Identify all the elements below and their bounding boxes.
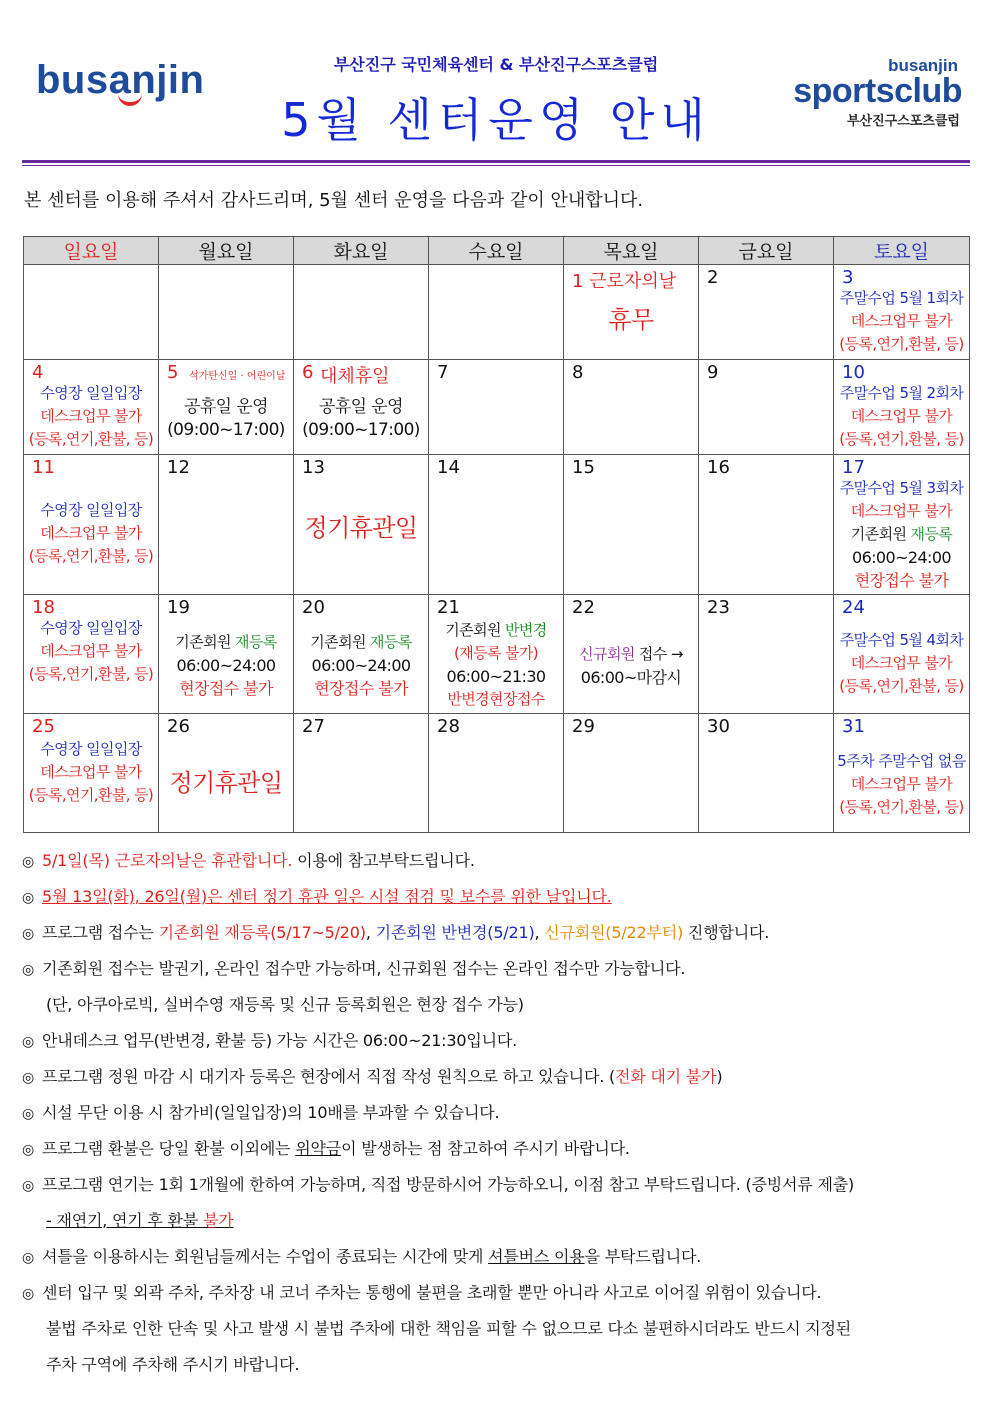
class-change-note xyxy=(429,619,563,642)
day-number: 11 xyxy=(32,457,55,478)
weekday-sun: 일요일 xyxy=(24,237,159,265)
day-number: 28 xyxy=(437,716,460,737)
note-text: 프로그램 정원 마감 시 대기자 등록은 현장에서 직접 작성 원칙으로 하고 있습니다. ( xyxy=(42,1067,616,1086)
intro-text: 본 센터를 이용해 주셔서 감사드리며, 5월 센터 운영을 다음과 같이 안내합니다. xyxy=(24,190,644,211)
day-cell-17 xyxy=(834,455,970,595)
weekday-fri: 금요일 xyxy=(699,237,834,265)
weekend-class-note: 주말수업 5월 1회차 xyxy=(839,289,964,307)
day-number: 2 xyxy=(707,267,719,288)
day-number: 19 xyxy=(167,597,190,618)
note-underline: 셔틀버스 이용 xyxy=(488,1247,585,1266)
note-item xyxy=(22,1064,722,1087)
logo-main-text: sportsclub xyxy=(793,72,962,110)
pool-entry-note: 수영장 일일입장 xyxy=(40,384,142,402)
bullet-icon: ◎ xyxy=(22,1034,35,1050)
day-cell-23 xyxy=(699,595,834,714)
note-item xyxy=(22,1172,854,1195)
member-type: 기존회원 xyxy=(850,525,907,543)
re-registration-note xyxy=(294,631,428,654)
note-item xyxy=(22,848,475,871)
new-member-note xyxy=(564,643,698,666)
day-cell-empty xyxy=(429,265,564,360)
note-text: 시설 무단 이용 시 참가비(일일입장)의 10배를 부과할 수 있습니다. xyxy=(42,1103,500,1122)
calendar-table xyxy=(23,236,970,833)
no-re-registration-note: (재등록 불가) xyxy=(453,644,539,662)
day-number: 22 xyxy=(572,597,595,618)
weekend-class-note: 주말수업 5월 3회차 xyxy=(839,479,964,497)
note-text: ) xyxy=(716,1067,723,1086)
day-number: 6 xyxy=(302,362,314,383)
page-subtitle: 부산진구 국민체육센터 & 부산진구스포츠클럽 xyxy=(333,55,659,74)
desk-closed-detail: (등록,연기,환불, 등) xyxy=(839,335,964,353)
note-item xyxy=(22,1028,517,1051)
note-text: - 재연기, 연기 후 환불 xyxy=(46,1211,203,1230)
day-cell-30 xyxy=(699,714,834,833)
desk-closed-note: 데스크업무 불가 xyxy=(850,654,953,672)
holiday-name: 대체휴일 xyxy=(320,366,390,387)
desk-closed-note: 데스크업무 불가 xyxy=(40,763,142,781)
page-title: 5월 센터운영 안내 xyxy=(281,93,711,147)
day-cell-24 xyxy=(834,595,970,714)
registration-hours: 06:00~24:00 xyxy=(851,548,952,567)
day-cell-6 xyxy=(294,360,429,455)
day-cell-empty xyxy=(294,265,429,360)
regular-closure-label: 정기휴관일 xyxy=(169,769,283,797)
day-number: 17 xyxy=(842,457,865,478)
bullet-icon: ◎ xyxy=(22,1178,35,1194)
logo-top-text: busanjin xyxy=(888,56,958,75)
desk-closed-detail: (등록,연기,환불, 등) xyxy=(28,430,154,448)
note-item xyxy=(22,884,612,907)
day-number: 31 xyxy=(842,716,865,737)
weekday-header-row xyxy=(24,237,970,265)
day-number: 18 xyxy=(32,597,55,618)
desk-closed-detail: (등록,연기,환불, 등) xyxy=(28,665,154,683)
registration-arrow-text: 접수 → xyxy=(638,645,683,663)
day-number: 21 xyxy=(437,597,460,618)
day-number: 3 xyxy=(842,267,854,288)
class-change-label: 반변경 xyxy=(505,621,547,639)
day-number: 16 xyxy=(707,457,730,478)
day-cell-5 xyxy=(159,360,294,455)
day-number: 29 xyxy=(572,716,595,737)
re-registration-note xyxy=(834,523,969,546)
day-number: 25 xyxy=(32,716,55,737)
bullet-icon: ◎ xyxy=(22,854,35,870)
weekday-sat: 토요일 xyxy=(834,237,970,265)
no-weekend-class-note: 5주차 주말수업 없음 xyxy=(837,752,966,770)
note-item xyxy=(22,920,769,943)
re-registration-label: 재등록 xyxy=(910,525,953,543)
new-member-label: 신규회원 xyxy=(579,645,635,663)
regular-closure-label: 정기휴관일 xyxy=(304,514,418,542)
day-cell-18 xyxy=(24,595,159,714)
bullet-icon: ◎ xyxy=(22,1286,35,1302)
note-subline: (단, 아쿠아로빅, 실버수영 재등록 및 신규 등록회원은 현장 접수 가능) xyxy=(46,995,524,1014)
day-cell-25 xyxy=(24,714,159,833)
desk-closed-detail: (등록,연기,환불, 등) xyxy=(839,677,964,695)
day-cell-15 xyxy=(564,455,699,595)
day-cell-4 xyxy=(24,360,159,455)
header-divider-thin xyxy=(22,165,970,166)
note-item xyxy=(22,956,685,979)
day-number: 26 xyxy=(167,716,190,737)
bullet-icon: ◎ xyxy=(22,1070,35,1086)
calendar-week-row xyxy=(24,360,970,455)
day-cell-19 xyxy=(159,595,294,714)
note-text: 셔틀을 이용하시는 회원님들께서는 수업이 종료되는 시간에 맞게 xyxy=(42,1247,489,1266)
day-cell-11 xyxy=(24,455,159,595)
new-member-hours: 06:00~마감시 xyxy=(580,668,682,687)
day-number: 20 xyxy=(302,597,325,618)
calendar-week-row xyxy=(24,455,970,595)
bullet-icon: ◎ xyxy=(22,1142,35,1158)
day-number: 4 xyxy=(32,362,44,383)
day-number: 12 xyxy=(167,457,190,478)
desk-closed-note: 데스크업무 불가 xyxy=(850,312,953,330)
desk-closed-detail: (등록,연기,환불, 등) xyxy=(28,547,154,565)
logo-text: busanjin xyxy=(36,58,205,102)
day-cell-7 xyxy=(429,360,564,455)
note-text: 안내데스크 업무(반변경, 환불 등) 가능 시간은 06:00~21:30입니다. xyxy=(42,1031,517,1050)
day-cell-20 xyxy=(294,595,429,714)
day-cell-21 xyxy=(429,595,564,714)
calendar-week-row xyxy=(24,265,970,360)
day-number: 23 xyxy=(707,597,730,618)
holiday-operation: 공휴일 운영 xyxy=(319,397,403,417)
note-highlight: 5월 13일(화), 26일(월)은 센터 정기 휴관 일은 시설 점검 및 보수를 위한 날입니다. xyxy=(42,887,612,906)
day-number: 24 xyxy=(842,597,865,618)
member-type: 기존회원 xyxy=(310,633,366,651)
day-cell-3 xyxy=(834,265,970,360)
day-number: 27 xyxy=(302,716,325,737)
note-text: 프로그램 접수는 xyxy=(42,923,159,942)
day-cell-16 xyxy=(699,455,834,595)
desk-closed-detail: (등록,연기,환불, 등) xyxy=(839,798,964,816)
note-item xyxy=(22,1280,821,1303)
new-member-period: 신규회원(5/22부터) xyxy=(544,923,684,942)
note-subline: 불법 주차로 인한 단속 및 사고 발생 시 불법 주차에 대한 책임을 피할 수 없으므로 다소 불편하시더라도 반드시 지정된 xyxy=(46,1319,851,1338)
day-cell-14 xyxy=(429,455,564,595)
no-onsite-note: 현장접수 불가 xyxy=(854,571,949,590)
day-number: 15 xyxy=(572,457,595,478)
bullet-icon: ◎ xyxy=(22,962,35,978)
note-item xyxy=(22,1136,630,1159)
day-cell-empty xyxy=(159,265,294,360)
class-change-hours: 06:00~21:30 xyxy=(446,667,546,686)
weekday-thu: 목요일 xyxy=(564,237,699,265)
holiday-operation: 공휴일 운영 xyxy=(184,397,268,417)
calendar-week-row xyxy=(24,595,970,714)
pool-entry-note: 수영장 일일입장 xyxy=(40,619,142,637)
weekend-class-note: 주말수업 5월 4회차 xyxy=(839,631,964,649)
member-type: 기존회원 xyxy=(445,621,501,639)
day-number: 7 xyxy=(437,362,449,383)
re-registration-period: 기존회원 재등록(5/17~5/20) xyxy=(158,923,366,942)
day-cell-13 xyxy=(294,455,429,595)
desk-closed-note: 데스크업무 불가 xyxy=(40,407,142,425)
day-cell-27 xyxy=(294,714,429,833)
day-cell-10 xyxy=(834,360,970,455)
day-number: 5 xyxy=(167,362,179,383)
day-number: 8 xyxy=(572,362,584,383)
note-item xyxy=(22,1100,499,1123)
registration-hours: 06:00~24:00 xyxy=(176,656,276,675)
class-change-period: 기존회원 반변경(5/21) xyxy=(375,923,535,942)
desk-closed-note: 데스크업무 불가 xyxy=(850,407,953,425)
desk-closed-detail: (등록,연기,환불, 등) xyxy=(28,786,154,804)
note-separator: , xyxy=(534,923,545,942)
pool-entry-note: 수영장 일일입장 xyxy=(40,501,142,519)
note-highlight: 전화 대기 불가 xyxy=(615,1067,717,1086)
desk-closed-note: 데스크업무 불가 xyxy=(850,775,953,793)
closed-label: 휴무 xyxy=(608,306,654,334)
note-highlight: 불가 xyxy=(202,1211,234,1230)
day-number: 1 근로자의날 xyxy=(572,271,677,292)
note-text: 이용에 참고부탁드립니다. xyxy=(292,851,475,870)
member-type: 기존회원 xyxy=(175,633,231,651)
holiday-hours: (09:00~17:00) xyxy=(167,420,285,440)
no-onsite-note: 현장접수 불가 xyxy=(179,679,273,698)
holiday-name: 석가탄신일 · 어린이날 xyxy=(189,371,286,382)
day-number: 9 xyxy=(707,362,719,383)
desk-closed-detail: (등록,연기,환불, 등) xyxy=(839,430,964,448)
desk-closed-note: 데스크업무 불가 xyxy=(40,642,142,660)
day-cell-22 xyxy=(564,595,699,714)
bullet-icon: ◎ xyxy=(22,926,35,942)
desk-closed-note: 데스크업무 불가 xyxy=(850,502,953,520)
day-cell-12 xyxy=(159,455,294,595)
re-registration-label: 재등록 xyxy=(370,633,412,651)
day-cell-9 xyxy=(699,360,834,455)
bullet-icon: ◎ xyxy=(22,1250,35,1266)
logo-korean-text: 부산진구스포츠클럽 xyxy=(846,113,960,128)
day-number: 13 xyxy=(302,457,325,478)
note-highlight: 5/1일(목) 근로자의날은 휴관합니다. xyxy=(42,851,293,870)
desk-closed-note: 데스크업무 불가 xyxy=(40,524,142,542)
re-registration-label: 재등록 xyxy=(235,633,277,651)
note-text: 기존회원 접수는 발권기, 온라인 접수만 가능하며, 신규회원 접수는 온라인 접수만 가능합니다. xyxy=(42,959,686,978)
header-divider xyxy=(22,160,970,163)
note-text: 진행합니다. xyxy=(683,923,770,942)
weekday-wed: 수요일 xyxy=(429,237,564,265)
note-text: 센터 입구 및 외곽 주차, 주차장 내 코너 주차는 통행에 불편을 초래할 뿐만 아니라 사고로 이어질 위험이 있습니다. xyxy=(42,1283,822,1302)
no-onsite-note: 현장접수 불가 xyxy=(314,679,408,698)
bullet-icon: ◎ xyxy=(22,890,35,906)
weekend-class-note: 주말수업 5월 2회차 xyxy=(839,384,964,402)
calendar-week-row xyxy=(24,714,970,833)
day-cell-2 xyxy=(699,265,834,360)
note-underline: 위약금 xyxy=(295,1139,342,1158)
day-number: 14 xyxy=(437,457,460,478)
day-cell-8 xyxy=(564,360,699,455)
day-number: 30 xyxy=(707,716,730,737)
note-text: 프로그램 연기는 1회 1개월에 한하여 가능하며, 직접 방문하시어 가능하오니, 이점 참고 부탁드립니다. (증빙서류 제출) xyxy=(42,1175,854,1194)
note-subline: 주차 구역에 주차해 주시기 바랍니다. xyxy=(46,1355,300,1374)
note-item xyxy=(22,1244,701,1267)
weekday-tue: 화요일 xyxy=(294,237,429,265)
note-text: 을 부탁드립니다. xyxy=(584,1247,702,1266)
day-cell-31 xyxy=(834,714,970,833)
onsite-class-change-note: 반변경현장접수 xyxy=(447,690,545,708)
weekday-mon: 월요일 xyxy=(159,237,294,265)
re-registration-note xyxy=(159,631,293,654)
day-cell-28 xyxy=(429,714,564,833)
note-text: 프로그램 환불은 당일 환불 이외에는 xyxy=(42,1139,296,1158)
day-cell-29 xyxy=(564,714,699,833)
registration-hours: 06:00~24:00 xyxy=(311,656,411,675)
day-cell-empty xyxy=(24,265,159,360)
note-subline xyxy=(46,1208,233,1231)
note-text: 이 발생하는 점 참고하여 주시기 바랍니다. xyxy=(341,1139,630,1158)
day-cell-1 xyxy=(564,265,699,360)
day-cell-26 xyxy=(159,714,294,833)
note-separator: , xyxy=(365,923,376,942)
day-number: 10 xyxy=(842,362,865,383)
bullet-icon: ◎ xyxy=(22,1106,35,1122)
holiday-hours: (09:00~17:00) xyxy=(302,420,420,440)
pool-entry-note: 수영장 일일입장 xyxy=(40,740,142,758)
